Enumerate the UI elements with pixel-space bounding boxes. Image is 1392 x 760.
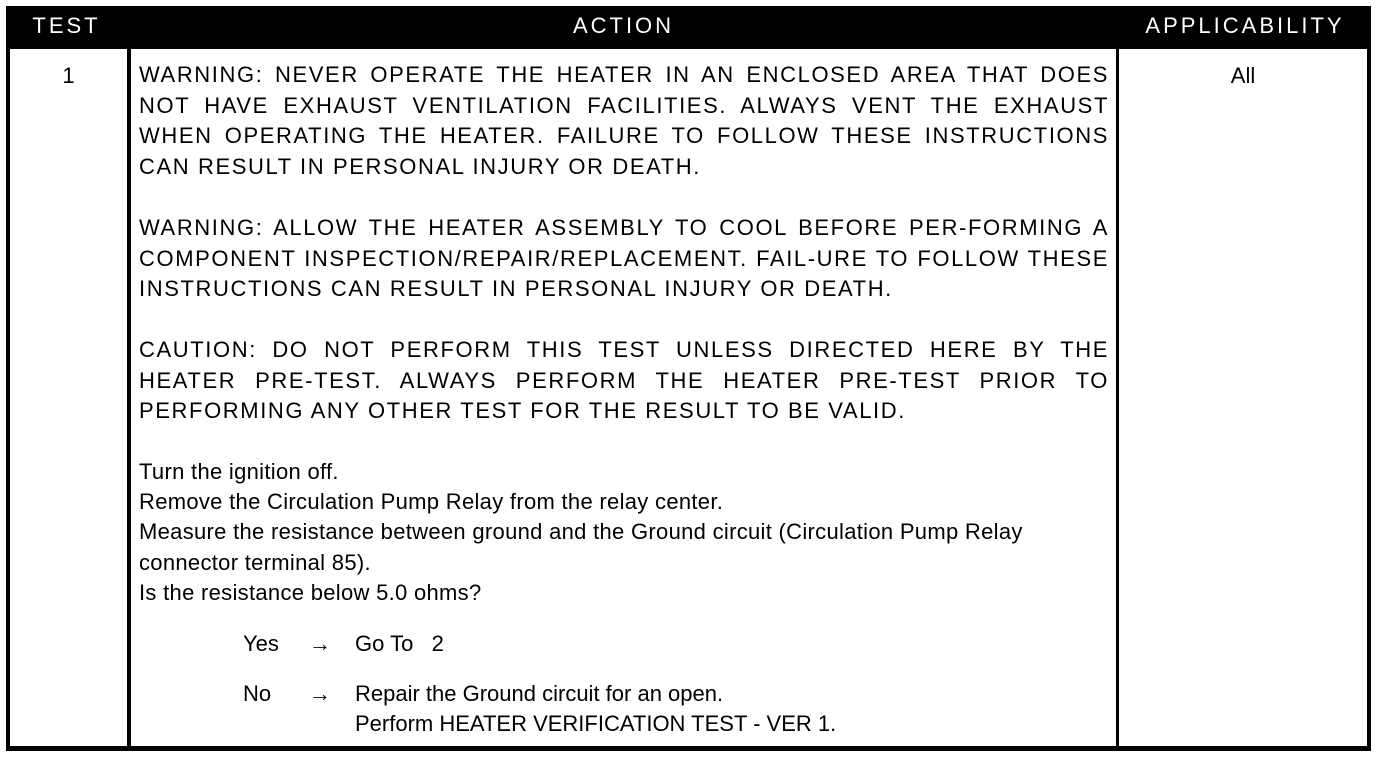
diagnostic-table [6, 6, 1371, 751]
yes-label: Yes [243, 631, 279, 656]
warning-cool: WARNING: ALLOW THE HEATER ASSEMBLY TO COOL BEFORE PER-FORMING A COMPONENT INSPECTION/REPAIR/REPLACEMENT. FAIL-URE TO FOLLOW THESE INSTRUCTIONS CAN RESULT IN PERSONAL INJURY OR DEATH. [139, 215, 1109, 301]
step-measure: Measure the resistance between ground and the Ground circuit (Circulation Pump Relay connector terminal 85). [139, 519, 1023, 575]
test-number: 1 [62, 63, 75, 88]
applicability-value: All [1230, 63, 1256, 88]
test-cell [10, 49, 127, 746]
header-action: ACTION [572, 13, 675, 38]
applicability-cell [1119, 49, 1367, 746]
yes-arrow-icon: → [309, 631, 331, 656]
step-ignition: Turn the ignition off. [139, 459, 339, 484]
no-action-verify: Perform HEATER VERIFICATION TEST - VER 1. [355, 711, 837, 736]
action-cell [131, 49, 1116, 746]
question: Is the resistance below 5.0 ohms? [139, 580, 482, 605]
no-action-repair: Repair the Ground circuit for an open. [355, 681, 724, 706]
warning-exhaust: WARNING: NEVER OPERATE THE HEATER IN AN ENCLOSED AREA THAT DOES NOT HAVE EXHAUST VENTILATION FACILITIES. ALWAYS VENT THE EXHAUST WHEN OPERATING THE HEATER. FAILURE TO FOLLOW THESE INSTRUCTIONS CAN RESULT IN PERSONAL INJURY OR DEATH. [139, 62, 1109, 179]
no-label: No [243, 681, 272, 706]
header-applicability: APPLICABILITY [1145, 13, 1345, 38]
no-arrow-icon: → [309, 681, 331, 706]
caution-pretest: CAUTION: DO NOT PERFORM THIS TEST UNLESS DIRECTED HERE BY THE HEATER PRE-TEST. ALWAYS PERFORM THE HEATER PRE-TEST PRIOR TO PERFORMING ANY OTHER TEST FOR THE RESULT TO BE VALID. [139, 337, 1109, 423]
header-test: TEST [32, 13, 101, 38]
yes-action: Go To 2 [355, 631, 444, 656]
step-remove-relay: Remove the Circulation Pump Relay from the relay center. [139, 489, 724, 514]
